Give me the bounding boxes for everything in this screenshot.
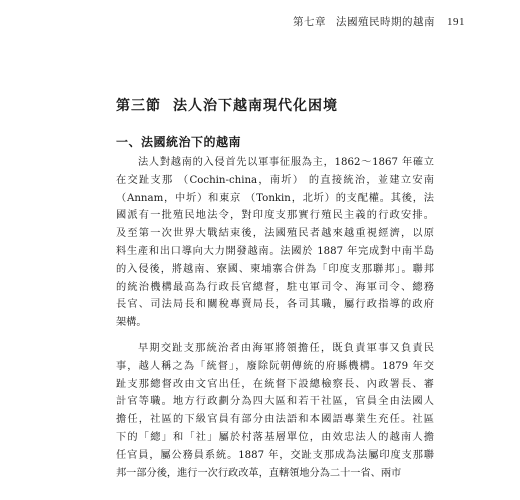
paragraph-line: 事，越人稱之為「統督」，廢除阮朝傳統的府縣機構。1879 年交 (116, 360, 434, 372)
paragraph-line: 架構。 (116, 317, 147, 329)
running-head (293, 14, 465, 29)
paragraph-line: 計官等職。地方行政劃分為四大區和若干社區，官員全由法國人 (116, 396, 434, 408)
chapter-label: 第七章 (293, 16, 326, 28)
paragraph-line: 的統治機構最高為行政長官總督，駐屯軍司令、海軍司令、總務 (116, 281, 434, 293)
paragraph-line: 早期交趾支那統治者由海軍將領擔任，既負責軍事又負責民 (138, 342, 434, 354)
paragraph-line: 法人對越南的入侵首先以軍事征服為主，1862～1867 年確立 (138, 157, 434, 168)
paragraph-line: 擔任，社區的下級官員有部分由法語和本國語專業生充任。社區 (116, 414, 434, 426)
chapter-title: 法國殖民時期的越南 (336, 16, 435, 28)
section-number: 第三節 (116, 98, 161, 114)
paragraph-line: 在交趾支那 （Cochin-china，南圻） 的直接統治，並建立安南 (116, 174, 434, 186)
paragraph-line: 料生產和出口導向大力開發越南。法國於 1887 年完成對中南半島 (116, 245, 434, 257)
section-title: 法人治下越南現代化困境 (173, 98, 338, 114)
paragraph (116, 154, 434, 332)
body-text (116, 154, 434, 482)
subsection-heading: 一、法國統治下的越南 (116, 135, 242, 149)
paragraph-line: （Annam，中圻）和東京 （Tonkin，北圻）的支配權。其後，法 (116, 192, 434, 204)
page-number: 191 (447, 16, 465, 28)
paragraph-line: 長官、司法局長和關稅專賣局長，各司其職，屬行政指導的政府 (116, 299, 434, 311)
section-heading (116, 95, 338, 115)
paragraph-line: 及至第一次世界大戰結束後，法國殖民者越來越重視經濟，以原 (116, 228, 434, 240)
paragraph-line: 趾支那總督改由文官出任，在統督下設總檢察長、內政署長、審 (116, 378, 434, 390)
paragraph-line: 下的「總」和「社」屬於村落基層單位，由效忠法人的越南人擔 (116, 431, 434, 443)
paragraph (116, 340, 434, 482)
paragraph-line: 任官員，屬公務員系統。1887 年，交趾支那成為法屬印度支那聯 (116, 449, 434, 461)
paragraph-spacer (116, 332, 434, 340)
paragraph-line: 的入侵後，將越南、寮國、柬埔寨合併為「印度支那聯邦」。聯邦 (116, 263, 434, 275)
paragraph-line: 國派有一批殖民地法令，對印度支那實行殖民主義的行政安排。 (116, 210, 434, 222)
paragraph-line: 邦一部分後，進行一次行政改革，直轄領地分為二十一省、兩市 (116, 467, 402, 479)
